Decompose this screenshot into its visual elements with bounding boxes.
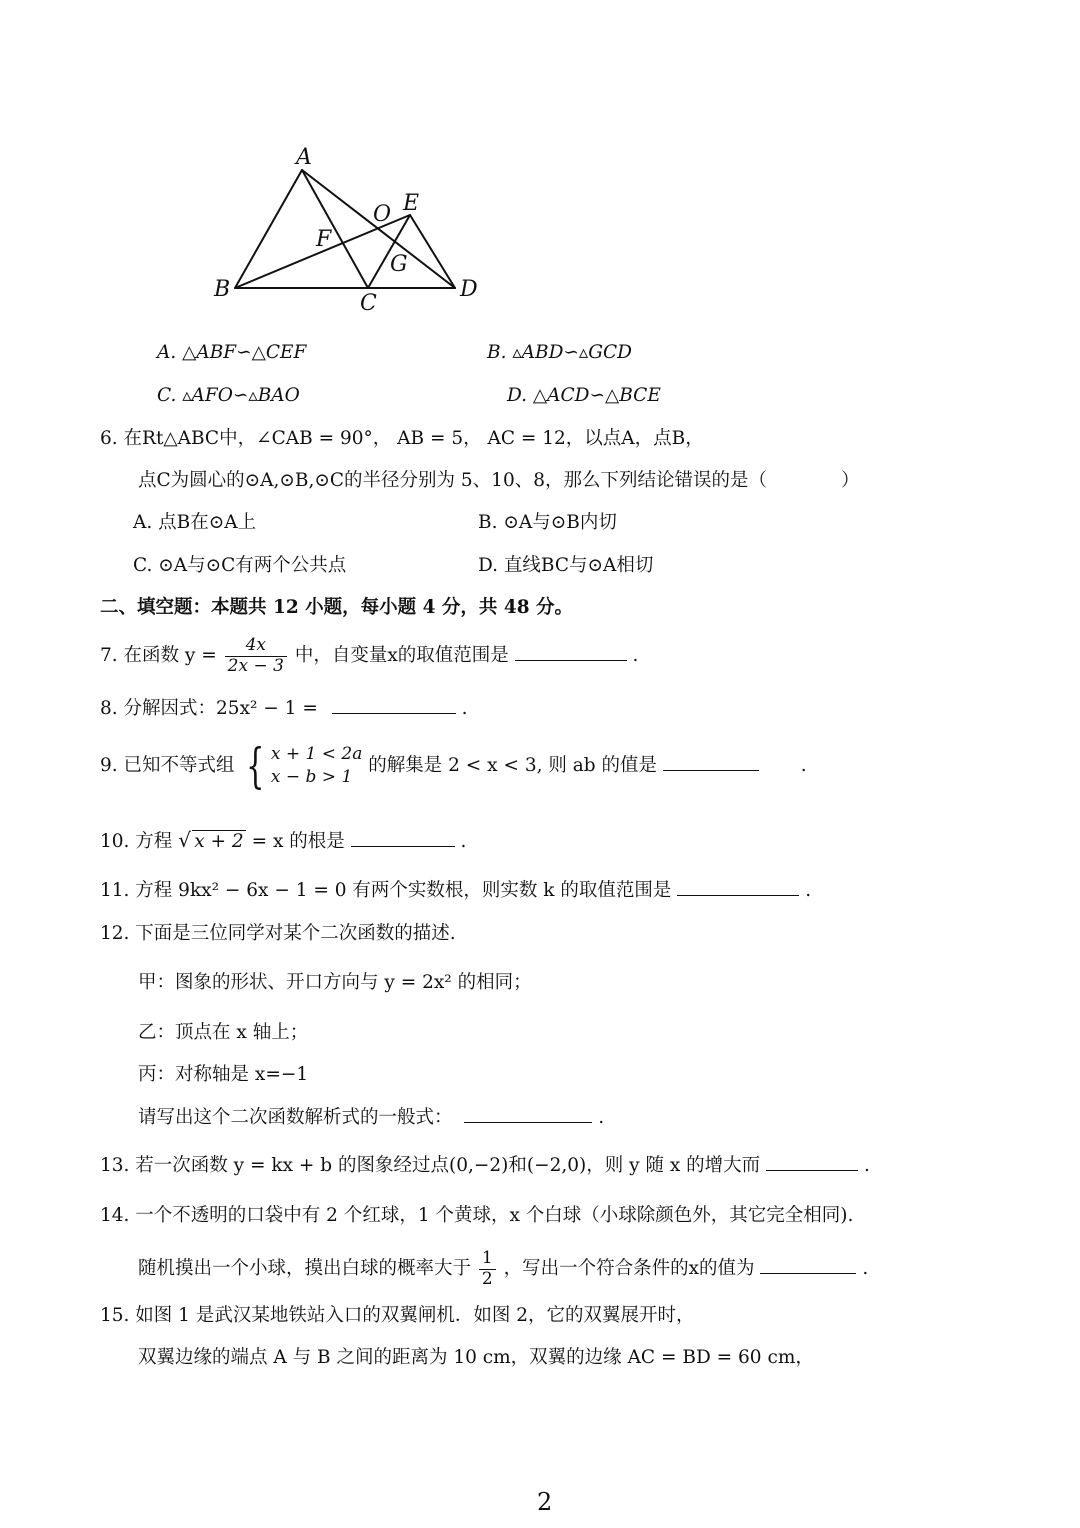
section-heading-fill-blank: 二、填空题：本题共 12 小题，每小题 4 分，共 48 分。 bbox=[100, 597, 574, 618]
q13-answer-blank[interactable] bbox=[766, 1169, 858, 1171]
q15-line2: 双翼边缘的端点 A 与 B 之间的距离为 10 cm，双翼的边缘 AC = BD = 60 cm， bbox=[138, 1347, 814, 1368]
q7-answer-blank[interactable] bbox=[515, 659, 627, 661]
q13-text: 13. 若一次函数 y = kx + b 的图象经过点(0,−2)和(−2,0)，则 y 随 x 的增大而 bbox=[100, 1155, 761, 1176]
q8-text: 8. 分解因式：25x² − 1 = bbox=[100, 698, 318, 719]
question-9 bbox=[100, 738, 807, 794]
q5-option-b: B. ▵ABD∽▵GCD bbox=[487, 342, 632, 363]
question-10 bbox=[100, 833, 466, 852]
q14-line1: 14. 一个不透明的口袋中有 2 个红球，1 个黄球，x 个白球（小球除颜色外，其它完全相同). bbox=[100, 1205, 854, 1226]
q5-option-d: D. △ACD∽△BCE bbox=[507, 385, 661, 406]
q7-prefix: 7. 在函数 y = bbox=[100, 645, 217, 667]
q9-end: . bbox=[800, 755, 807, 776]
q12-jia: 甲：图象的形状、开口方向与 y = 2x² 的相同； bbox=[138, 972, 532, 993]
q7-fraction bbox=[225, 636, 287, 676]
q9-system bbox=[271, 743, 362, 789]
label-e: E bbox=[403, 191, 420, 216]
q12-ask-line bbox=[138, 1109, 604, 1128]
q12-answer-blank[interactable] bbox=[464, 1121, 592, 1123]
q7-text: 中，自变量x的取值范围是 bbox=[294, 645, 509, 667]
label-g: G bbox=[390, 252, 408, 277]
question-13 bbox=[100, 1157, 870, 1176]
q6-option-d: D. 直线BC与⊙A相切 bbox=[478, 555, 654, 576]
geometry-figure bbox=[200, 140, 500, 320]
q14-prefix: 随机摸出一个小球，摸出白球的概率大于 bbox=[138, 1258, 472, 1280]
q10-radical bbox=[178, 833, 245, 852]
page-number: 2 bbox=[537, 1488, 553, 1516]
q8-end: . bbox=[461, 698, 468, 719]
q7-end: . bbox=[632, 645, 639, 667]
q8-answer-blank[interactable] bbox=[332, 712, 456, 714]
q7-denominator: 2x − 3 bbox=[227, 655, 284, 676]
label-f: F bbox=[316, 227, 332, 252]
q9-answer-blank[interactable] bbox=[663, 769, 759, 771]
q10-prefix: 10. 方程 bbox=[100, 831, 173, 852]
q14-end: . bbox=[862, 1258, 869, 1280]
q5-option-c: C. ▵AFO∽▵BAO bbox=[157, 385, 300, 406]
q14-denominator: 2 bbox=[481, 1268, 493, 1289]
q12-yi: 乙：顶点在 x 轴上； bbox=[138, 1022, 309, 1043]
question-7 bbox=[100, 636, 638, 676]
q10-answer-blank[interactable] bbox=[351, 845, 455, 847]
q10-text: = x 的根是 bbox=[251, 831, 345, 852]
label-a: A bbox=[296, 145, 312, 170]
q14-numerator: 1 bbox=[479, 1249, 496, 1270]
q9-prefix: 9. 已知不等式组 bbox=[100, 755, 235, 776]
q14-fraction bbox=[479, 1249, 496, 1289]
q5-option-a: A. △ABF∽△CEF bbox=[157, 342, 307, 363]
q11-end: . bbox=[805, 880, 812, 901]
q9-brace: { bbox=[246, 738, 265, 794]
q10-radicand: x + 2 bbox=[194, 831, 244, 852]
q12-ask: 请写出这个二次函数解析式的一般式： bbox=[138, 1107, 453, 1128]
question-8 bbox=[100, 700, 468, 719]
q14-answer-blank[interactable] bbox=[760, 1272, 856, 1274]
q6-option-a: A. 点B在⊙A上 bbox=[133, 512, 257, 533]
q12-end: . bbox=[598, 1107, 605, 1128]
q15-line1: 15. 如图 1 是武汉某地铁站入口的双翼闸机．如图 2，它的双翼展开时， bbox=[100, 1305, 695, 1326]
q9-eq2: x − b > 1 bbox=[270, 767, 353, 787]
label-d: D bbox=[460, 277, 478, 302]
segment-ed bbox=[410, 215, 455, 288]
label-o: O bbox=[373, 202, 392, 227]
label-b: B bbox=[214, 277, 231, 302]
q12-bing: 丙：对称轴是 x=−1 bbox=[138, 1064, 309, 1085]
q14-text: ，写出一个符合条件的x的值为 bbox=[503, 1258, 755, 1280]
q7-numerator: 4x bbox=[225, 636, 287, 657]
q11-answer-blank[interactable] bbox=[677, 894, 799, 896]
q11-text: 11. 方程 9kx² − 6x − 1 = 0 有两个实数根，则实数 k 的取值范围是 bbox=[100, 880, 672, 901]
q14-line2 bbox=[138, 1249, 868, 1289]
segment-ac bbox=[302, 170, 368, 288]
q12-line1: 12. 下面是三位同学对某个二次函数的描述. bbox=[100, 923, 456, 944]
question-11 bbox=[100, 882, 811, 901]
segment-ab bbox=[235, 170, 302, 288]
q6-option-b: B. ⊙A与⊙B内切 bbox=[478, 512, 617, 533]
q9-text: 的解集是 2 < x < 3, 则 ab 的值是 bbox=[368, 755, 658, 776]
q6-option-c: C. ⊙A与⊙C有两个公共点 bbox=[133, 555, 347, 576]
q10-end: . bbox=[460, 831, 467, 852]
label-c: C bbox=[360, 291, 377, 316]
q6-line2: 点C为圆心的⊙A,⊙B,⊙C的半径分别为 5、10、8，那么下列结论错误的是（ ） bbox=[138, 470, 860, 491]
q6-line1: 6. 在Rt△ABC中，∠CAB = 90°， AB = 5， AC = 12，以点A，点B， bbox=[100, 428, 704, 449]
q9-eq1: x + 1 < 2a bbox=[270, 744, 363, 765]
q13-end: . bbox=[863, 1155, 870, 1176]
